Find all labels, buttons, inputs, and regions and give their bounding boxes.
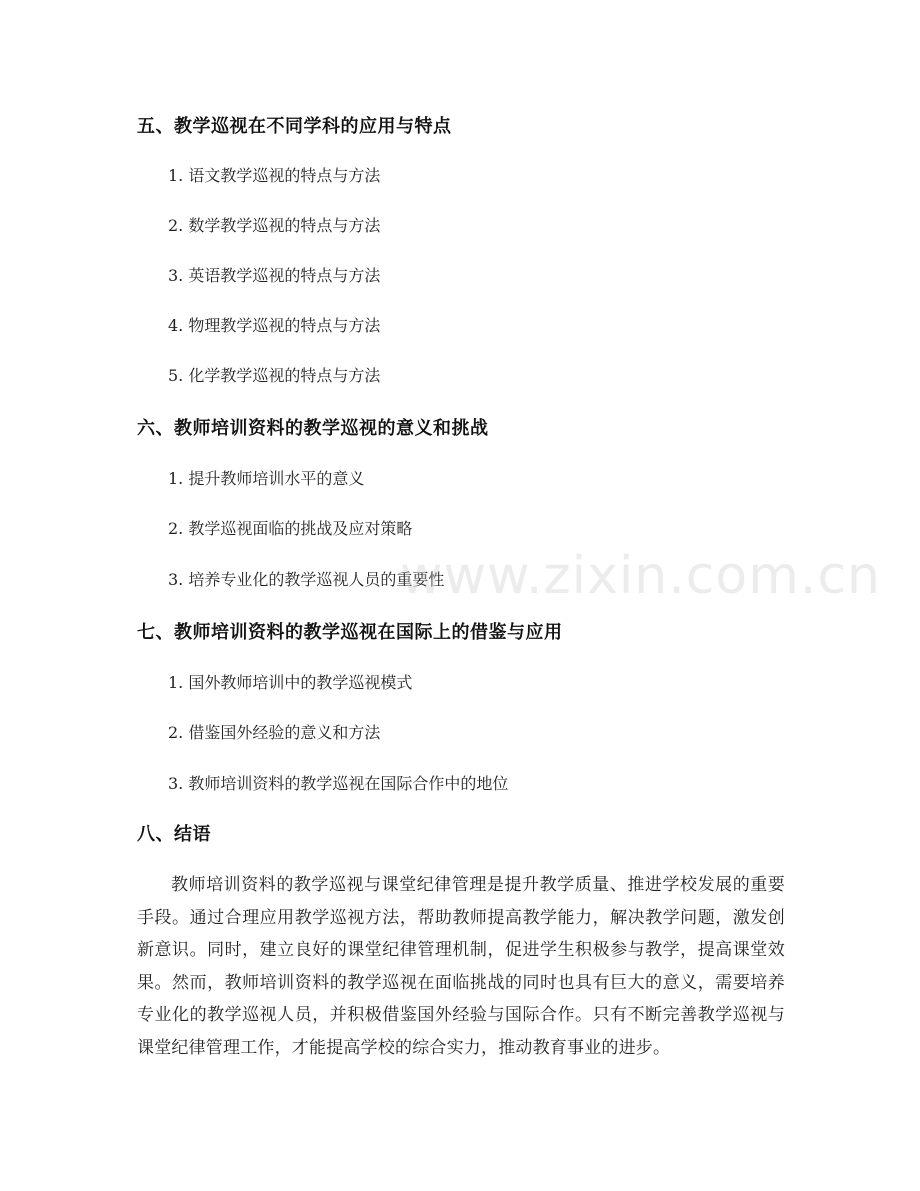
list-item: 3. 教师培训资料的教学巡视在国际合作中的地位 xyxy=(168,774,509,793)
section-heading-6: 六、教师培训资料的教学巡视的意义和挑战 xyxy=(137,418,489,439)
list-item: 2. 教学巡视面临的挑战及应对策略 xyxy=(168,519,413,538)
list-item: 1. 语文教学巡视的特点与方法 xyxy=(168,166,381,185)
list-item: 1. 提升教师培训水平的意义 xyxy=(168,469,365,488)
section-heading-7: 七、教师培训资料的教学巡视在国际上的借鉴与应用 xyxy=(137,622,563,643)
list-item: 5. 化学教学巡视的特点与方法 xyxy=(168,366,381,385)
list-item: 2. 数学教学巡视的特点与方法 xyxy=(168,216,381,235)
list-item: 3. 培养专业化的教学巡视人员的重要性 xyxy=(168,570,445,589)
list-item: 1. 国外教师培训中的教学巡视模式 xyxy=(168,673,413,692)
section-heading-5: 五、教学巡视在不同学科的应用与特点 xyxy=(137,116,452,137)
conclusion-paragraph: 教师培训资料的教学巡视与课堂纪律管理是提升教学质量、推进学校发展的重要手段。通过合理应用教学巡视方法，帮助教师提高教学能力，解决教学问题，激发创新意识。同时，建立良好的课堂纪律管理机制，促进学生积极参与教学，提高课堂效果。然而，教师培训资料的教学巡视在面临挑战的同时也具有巨大的意义，需要培养专业化的教学巡视人员，并积极借鉴国外经验与国际合作。只有不断完善教学巡视与课堂纪律管理工作，才能提高学校的综合实力，推动教育事业的进步。 xyxy=(137,875,785,1058)
list-item: 3. 英语教学巡视的特点与方法 xyxy=(168,266,381,285)
section-heading-8: 八、结语 xyxy=(137,824,211,845)
list-item: 2. 借鉴国外经验的意义和方法 xyxy=(168,723,381,742)
list-item: 4. 物理教学巡视的特点与方法 xyxy=(168,316,381,335)
watermark: www.zixin.com.cn xyxy=(400,546,881,606)
